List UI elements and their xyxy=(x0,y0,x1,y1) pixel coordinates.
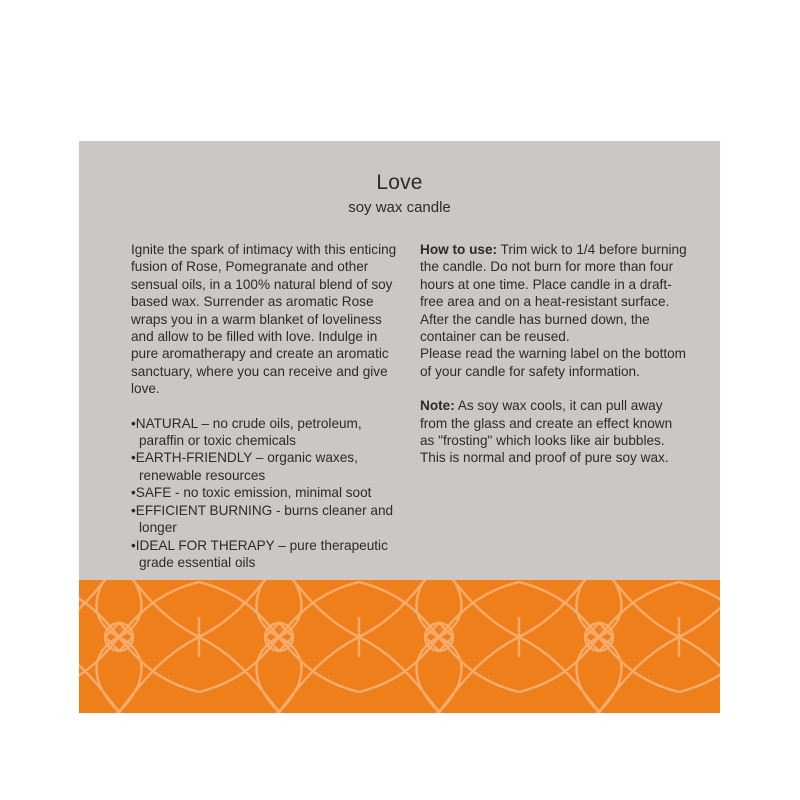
product-subtitle: soy wax candle xyxy=(348,199,451,216)
lattice-pattern xyxy=(79,580,720,713)
how-to-use-label: How to use: xyxy=(420,242,498,257)
feature-item: •IDEAL FOR THERAPY – pure therapeutic grade essential oils xyxy=(131,537,388,570)
feature-item: •EARTH-FRIENDLY – organic waxes, renewable resources xyxy=(131,450,358,483)
warning-text: Please read the warning label on the bottom of your candle for safety information. xyxy=(420,346,687,379)
decorative-pattern-band xyxy=(79,580,720,713)
note-text: As soy wax cools, it can pull away from the glass and create an effect known as "frosting" which looks like air bubbles. This is normal and proof of pure soy wax. xyxy=(420,398,673,466)
right-column xyxy=(420,241,688,467)
feature-list xyxy=(131,415,401,572)
how-to-use-text: Trim wick to 1/4 before burning the candle. Do not burn for more than four hours at one time. Place candle in a draft-free area and on a heat-resistant surface. After the candle has burned down, the container can be reused. xyxy=(420,242,687,345)
note-section xyxy=(420,397,688,467)
product-description: Ignite the spark of intimacy with this enticing fusion of Rose, Pomegranate and other sensual oils, in a 100% natural blend of soy based wax. Surrender as aromatic Rose wraps you in a warm blanket of loveliness and allow to be filled with love. Indulge in pure aromatherapy and create an aromatic sanctuary, where you can receive and give love. xyxy=(131,242,397,397)
candle-label xyxy=(79,141,720,713)
note-label: Note: xyxy=(420,398,455,414)
feature-item: •SAFE - no toxic emission, minimal soot xyxy=(131,485,372,501)
left-column xyxy=(131,241,401,571)
feature-item: •EFFICIENT BURNING - burns cleaner and longer xyxy=(131,502,394,536)
feature-item: •NATURAL – no crude oils, petroleum, paraffin or toxic chemicals xyxy=(131,415,362,449)
how-to-use-section xyxy=(420,241,688,345)
product-title: Love xyxy=(376,171,423,194)
